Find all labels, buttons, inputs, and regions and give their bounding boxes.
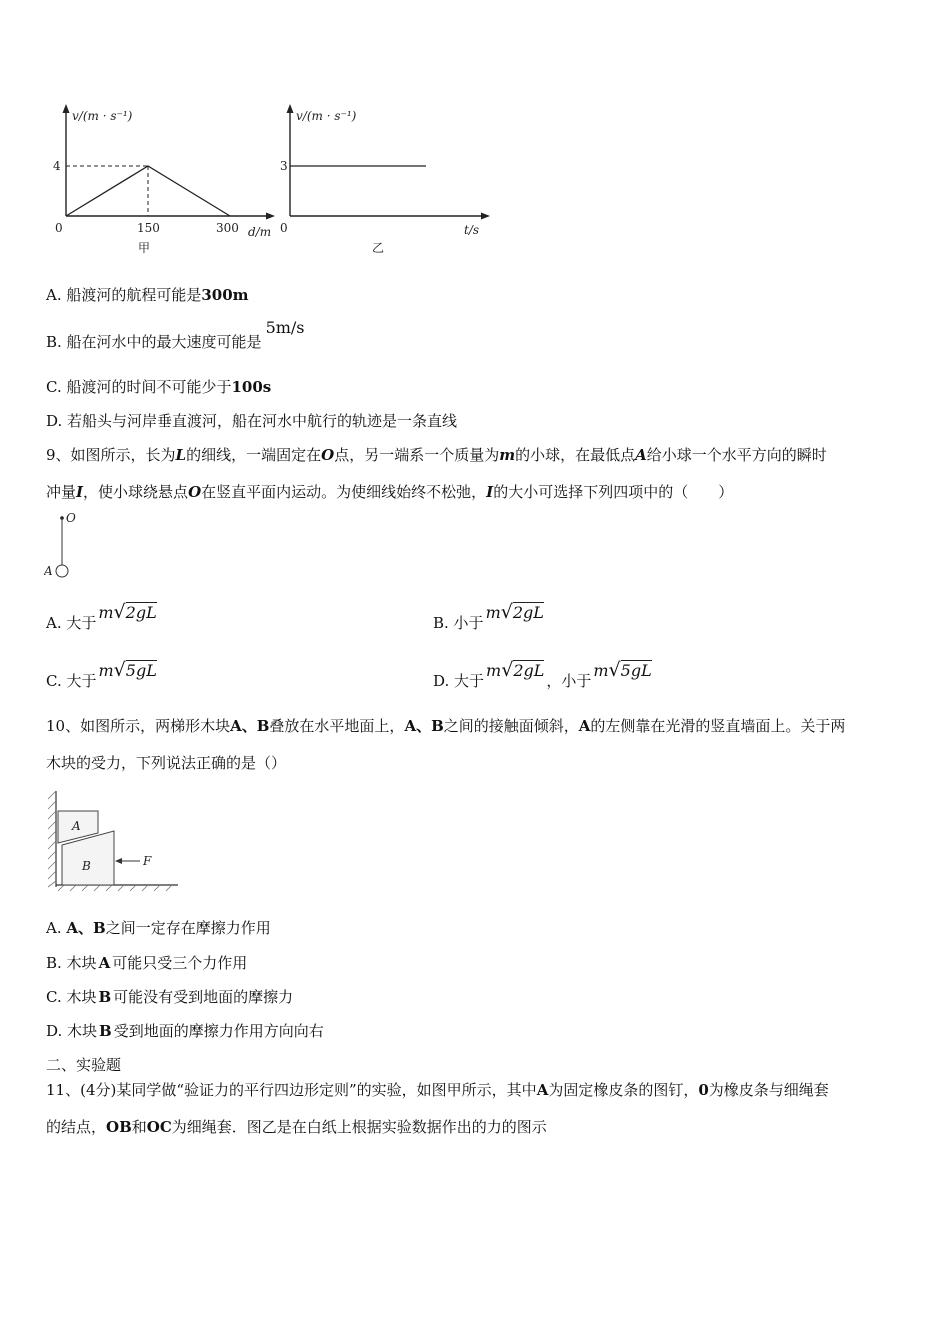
q9-symbol-A: A	[635, 446, 647, 464]
q11-symbol-a: A	[536, 1081, 549, 1099]
q9-option-a-formula: m√2gL	[98, 601, 157, 623]
q8-option-b	[46, 318, 305, 352]
q10-text: 的左侧靠在光滑的竖直墙面上。关于两	[590, 717, 846, 735]
q10-option-b	[46, 953, 247, 973]
chart-jia-xtick-150: 150	[137, 221, 160, 235]
q9-option-d-formula-1: m√2gL	[486, 659, 545, 681]
q10-option-c-prefix: C. 木块	[46, 988, 97, 1006]
q9-stem-line2	[46, 482, 733, 502]
chart-yi-ytick-3: 3	[280, 159, 288, 173]
section-title: 二、实验题	[46, 1056, 122, 1074]
q10-option-b-symbol: A	[98, 954, 111, 972]
chart-jia	[50, 100, 280, 260]
q9-option-d-mid: ，小于	[546, 672, 592, 690]
q10-option-d-symbol: B	[99, 1022, 112, 1040]
q10-option-a-symbol: A、B	[66, 919, 106, 937]
q9-text: 给小球一个水平方向的瞬时	[646, 446, 827, 464]
chart-jia-marks	[66, 166, 230, 216]
q11-stem-line2	[46, 1117, 547, 1137]
chart-jia-caption: 甲	[138, 241, 151, 255]
q9-text: 冲量	[46, 483, 77, 501]
blocks-label-f: F	[143, 854, 152, 868]
q10-option-b-text: 可能只受三个力作用	[112, 954, 248, 972]
q11-text: 为橡皮条与细绳套	[708, 1081, 829, 1099]
chart-yi	[276, 100, 496, 260]
q10-option-a	[46, 918, 271, 938]
q11-symbol-ob: OB	[106, 1118, 132, 1136]
q9-symbol-I: I	[486, 483, 494, 501]
pendulum-label-a: A	[44, 564, 53, 578]
q9-option-c-formula: m√5gL	[98, 659, 157, 681]
q11-text: 11、(4分)某同学做“验证力的平行四边形定则”的实验，如图甲所示，其中	[46, 1081, 537, 1099]
q9-option-c-text: C. 大于	[46, 672, 97, 690]
blocks-figure	[44, 785, 184, 895]
q11-symbol-0: 0	[698, 1081, 709, 1099]
chart-yi-caption: 乙	[372, 241, 385, 255]
q10-stem-line1	[46, 716, 845, 736]
q9-symbol-I: I	[76, 483, 84, 501]
q8-option-b-text: B. 船在河水中的最大速度可能是	[46, 333, 262, 351]
q9-text: ，使小球绕悬点	[83, 483, 189, 501]
pendulum-label-o: O	[66, 511, 76, 525]
pendulum-figure	[44, 510, 84, 582]
q9-option-c	[46, 659, 157, 691]
q10-option-b-prefix: B. 木块	[46, 954, 97, 972]
q9-symbol-m: m	[499, 446, 516, 464]
q10-text: 10、如图所示，两梯形木块	[46, 717, 231, 735]
q10-symbol-ab: A、B	[404, 717, 444, 735]
chart-yi-xtick-0: 0	[280, 221, 288, 235]
q8-option-c-value: 100s	[231, 378, 272, 396]
q9-text: 的大小可选择下列四项中的（ ）	[493, 483, 734, 501]
chart-jia-ylabel: v/(m · s⁻¹)	[72, 109, 133, 123]
chart-yi-xlabel: t/s	[464, 223, 480, 237]
q9-text: 9、如图所示，长为	[46, 446, 176, 464]
chart-yi-ylabel: v/(m · s⁻¹)	[296, 109, 357, 123]
q10-option-c-symbol: B	[98, 988, 112, 1006]
q9-option-a	[46, 601, 157, 633]
q10-option-a-prefix: A.	[46, 919, 62, 937]
q11-symbol-oc: OC	[146, 1118, 172, 1136]
q9-option-d-text: D. 大于	[433, 672, 485, 690]
q9-symbol-L: L	[175, 446, 187, 464]
q10-option-c	[46, 987, 293, 1007]
q11-text: 的结点，	[46, 1118, 107, 1136]
q8-option-a	[46, 285, 249, 305]
chart-jia-ytick-4: 4	[53, 159, 61, 173]
q8-option-c	[46, 377, 271, 397]
chart-jia-xtick-300: 300	[216, 221, 239, 235]
q11-text: 为固定橡皮条的图钉，	[548, 1081, 699, 1099]
q10-option-d	[46, 1021, 324, 1041]
q8-option-a-value: 300m	[201, 286, 249, 304]
q10-option-c-text: 可能没有受到地面的摩擦力	[113, 988, 294, 1006]
blocks-label-a: A	[72, 819, 81, 833]
q9-text: 的小球，在最低点	[515, 446, 636, 464]
q10-symbol-a: A	[578, 717, 591, 735]
q9-option-b-text: B. 小于	[433, 614, 484, 632]
blocks-label-b: B	[82, 859, 91, 873]
q10-text: 之间的接触面倾斜，	[443, 717, 579, 735]
q9-option-b	[433, 601, 544, 633]
q8-option-d: D. 若船头与河岸垂直渡河，船在河水中航行的轨迹是一条直线	[46, 412, 458, 430]
chart-jia-xtick-0: 0	[55, 221, 63, 235]
q10-option-a-text: 之间一定存在摩擦力作用	[105, 919, 271, 937]
q8-option-b-value: 5m/s	[265, 318, 305, 337]
q9-symbol-O: O	[188, 483, 202, 501]
q10-option-d-prefix: D. 木块	[46, 1022, 98, 1040]
q10-symbol-ab: A、B	[230, 717, 270, 735]
q11-text: 为细绳套．图乙是在白纸上根据实验数据作出的力的图示	[171, 1118, 547, 1136]
q8-option-c-text: C. 船渡河的时间不可能少于	[46, 378, 232, 396]
q11-stem-line1	[46, 1080, 829, 1100]
q10-option-d-text: 受到地面的摩擦力作用方向向右	[113, 1022, 324, 1040]
q11-text: 和	[131, 1118, 147, 1136]
q10-stem-line2: 木块的受力，下列说法正确的是（）	[46, 754, 287, 772]
q9-text: 在竖直平面内运动。为使细线始终不松弛，	[201, 483, 487, 501]
chart-jia-xlabel: d/m	[248, 225, 272, 239]
q8-option-a-text: A. 船渡河的航程可能是	[46, 286, 202, 304]
q9-symbol-O: O	[321, 446, 335, 464]
q9-option-d-formula-2: m√5gL	[593, 659, 652, 681]
q9-text: 点，另一端系一个质量为	[334, 446, 500, 464]
q10-text: 叠放在水平地面上，	[269, 717, 405, 735]
q9-option-b-formula: m√2gL	[485, 601, 544, 623]
q9-option-d	[433, 659, 652, 691]
q9-stem-line1	[46, 445, 827, 465]
q9-option-a-text: A. 大于	[46, 614, 97, 632]
q9-text: 的细线，一端固定在	[186, 446, 322, 464]
